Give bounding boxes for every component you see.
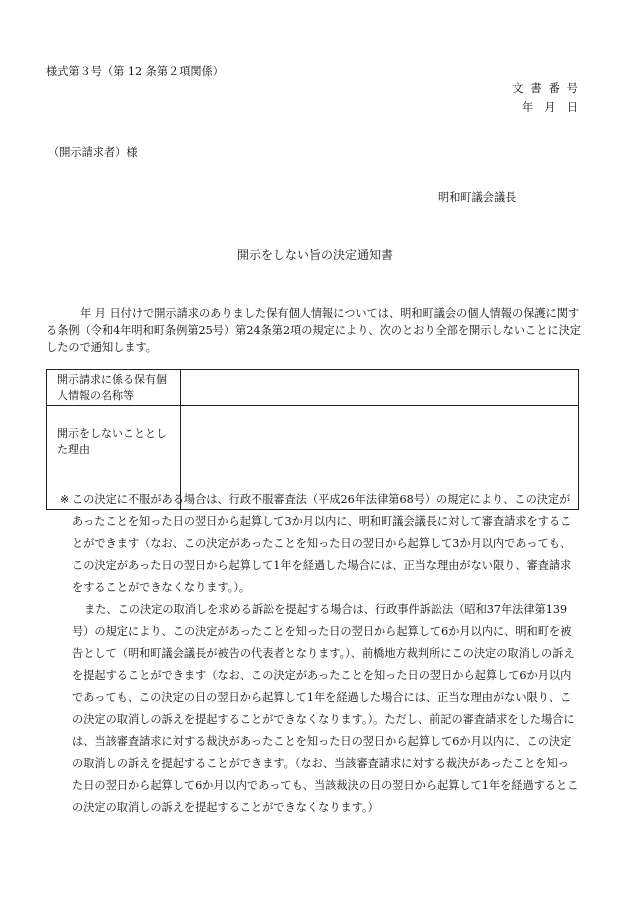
row2-label: 開示をしないこととした理由 <box>47 406 181 510</box>
form-number: 様式第３号（第 12 条第２項関係） <box>46 65 224 78</box>
note-text-1: この決定に不服がある場合は、行政不服審査法（平成26年法律第68号）の規定により、この決定があったことを知った日の翌日から起算して3か月以内に、明和町議会議長に対して審査請求をすることができます（なお、この決定があったことを知った日の翌日から起算して3か月以内であっても、この決定があった日の翌日から起算して1年を経過した場合には、正当な理由がない限り、審査請求をすることができなくなります。）。 <box>72 493 572 594</box>
intro-paragraph <box>46 305 586 356</box>
row1-value <box>181 370 579 406</box>
row1-label: 開示請求に係る保有個人情報の名称等 <box>47 370 181 406</box>
document-meta <box>512 79 585 117</box>
note-paragraph-2: また、この決定の取消しを求める訴訟を提起する場合は、行政事件訴訟法（昭和37年法律第139号）の規定により、この決定があったことを知った日の翌日から起算して6か月以内に、明和町を被告として（明和町議会議長が被告の代表者となります。）、前橋地方裁判所にこの決定の取消しの訴えを提起することができます（なお、この決定があったことを知った日の翌日から起算して6か月以内であっても、この決定の日の翌日から起算して1年を経過した場合には、正当な理由がない限り、この決定の取消しの訴えを提起することができなくなります。）。ただし、前記の審査請求をした場合には、当該審査請求に対する裁決があったことを知った日の翌日から起算して6か月以内に、この決定の取消しの訴えを提起することができます。（なお、当該審査請求に対する裁決があったことを知った日の翌日から起算して6か月以内であっても、当該裁決の日の翌日から起算して1年を経過するとこの決定の取消しの訴えを提起することができなくなります。） <box>72 603 579 814</box>
date-label: 年 月 日 <box>522 101 578 114</box>
table-row <box>47 370 579 406</box>
sender: 明和町議会議長 <box>438 191 517 204</box>
recipient: （開示請求者）様 <box>48 146 138 159</box>
note-mark: ※ <box>60 493 70 506</box>
document-number-label: 文書番号 <box>512 82 585 95</box>
document-title: 開示をしない旨の決定通知書 <box>236 248 393 262</box>
intro-text: 年 月 日付けで開示請求のありました保有個人情報については、明和町議会の個人情報の保護に関する条例（令和4年明和町条例第25号）第24条第2項の規定により、次のとおり全部を開示しないことに決定したので通知します。 <box>46 307 581 354</box>
notes <box>60 489 580 819</box>
note-paragraph-1 <box>60 489 580 599</box>
